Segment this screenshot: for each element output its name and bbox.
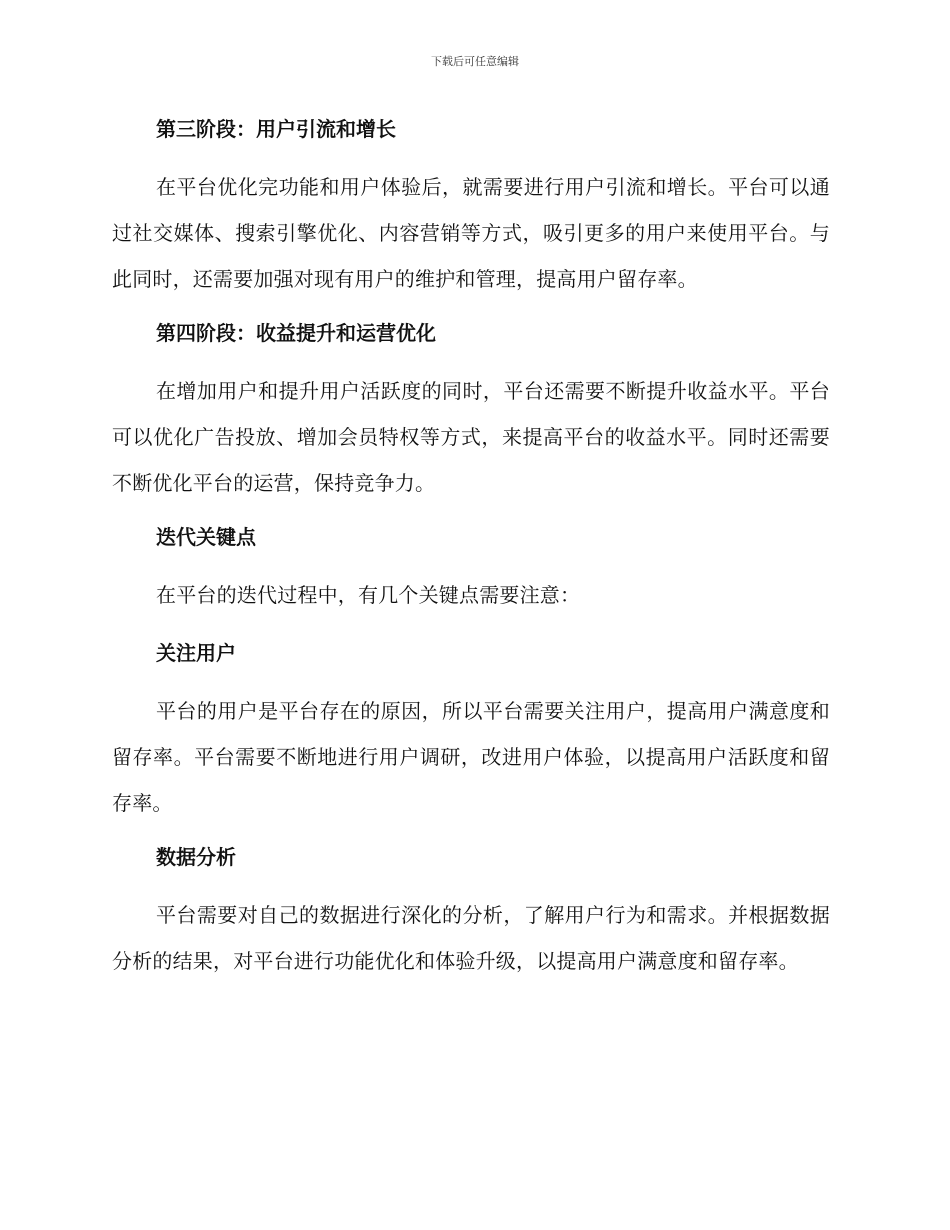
section-heading-stage-four: 第四阶段：收益提升和运营优化: [156, 321, 436, 345]
section-paragraph-focus-users: 平台的用户是平台存在的原因，所以平台需要关注用户，提高用户满意度和留存率。平台需要不断地进行用户调研，改进用户体验，以提高用户活跃度和留存率。: [112, 699, 830, 815]
section-heading-data-analysis: 数据分析: [156, 845, 236, 869]
section-paragraph-stage-three: 在平台优化完功能和用户体验后，就需要进行用户引流和增长。平台可以通过社交媒体、搜索引擎优化、内容营销等方式，吸引更多的用户来使用平台。与此同时，还需要加强对现有用户的维护和管理，提高用户留存率。: [112, 175, 830, 291]
section-paragraph-iteration-key-points: 在平台的迭代过程中，有几个关键点需要注意：: [156, 583, 581, 607]
page-header: 下载后可任意编辑: [431, 55, 519, 68]
section-paragraph-stage-four: 在增加用户和提升用户活跃度的同时，平台还需要不断提升收益水平。平台可以优化广告投放、增加会员特权等方式，来提高平台的收益水平。同时还需要不断优化平台的运营，保持竞争力。: [112, 379, 830, 495]
document-body: [112, 108, 830, 994]
section-heading-stage-three: 第三阶段：用户引流和增长: [156, 117, 396, 141]
section-heading-focus-users: 关注用户: [156, 641, 236, 665]
section-paragraph-data-analysis: 平台需要对自己的数据进行深化的分析，了解用户行为和需求。并根据数据分析的结果，对平台进行功能优化和体验升级，以提高用户满意度和留存率。: [112, 903, 830, 973]
section-heading-iteration-key-points: 迭代关键点: [156, 525, 256, 549]
